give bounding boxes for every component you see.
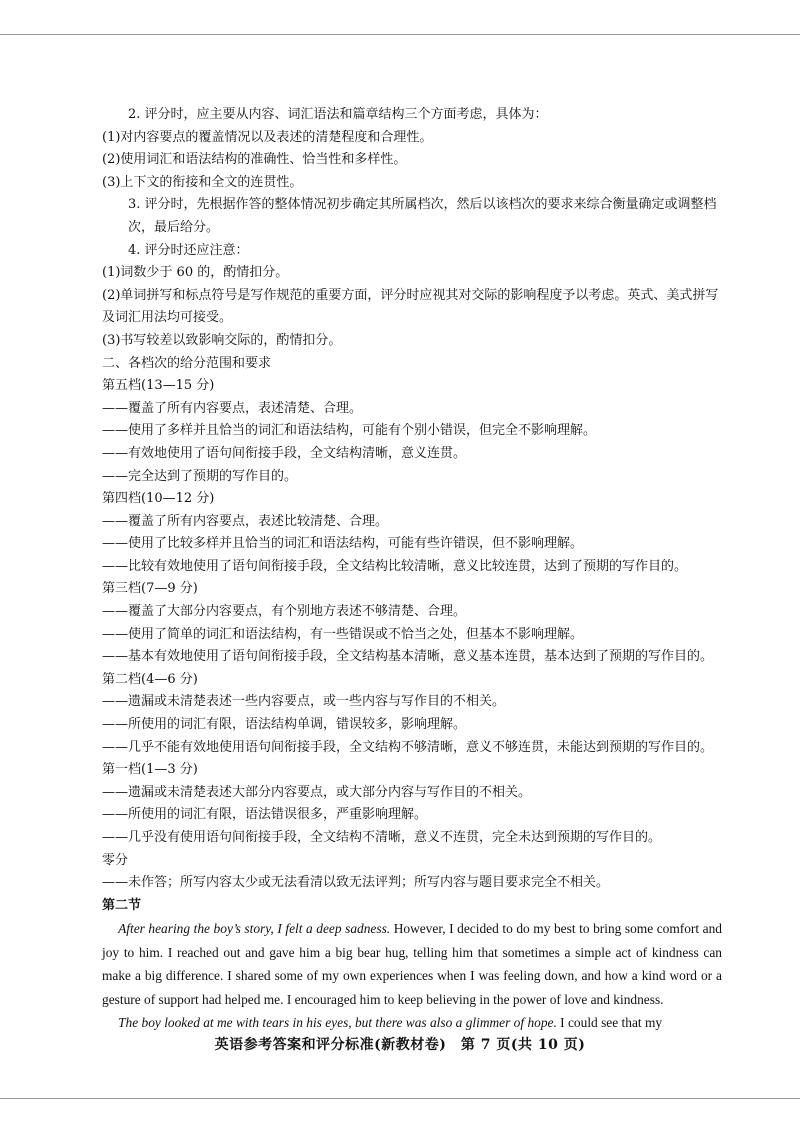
guideline-line: ——几乎没有使用语句间衔接手段，全文结构不清晰，意义不连贯，完全未达到预期的写作目的。 — [102, 830, 662, 845]
guideline-line: 第二档(4—6 分) — [102, 671, 198, 687]
essay-p1-italic: After hearing the boy’s story, I felt a deep sadness. — [118, 921, 391, 937]
essay-p2-text: I could see that my — [556, 1015, 663, 1031]
guideline-line: ——比较有效地使用了语句间衔接手段，全文结构比较清晰，意义比较连贯，达到了预期的写作目的。 — [102, 558, 688, 574]
model-essay — [102, 917, 722, 1035]
guideline-line: ——覆盖了所有内容要点，表述清楚、合理。 — [102, 400, 363, 416]
top-rule — [0, 34, 800, 35]
guideline-line: ——使用了多样并且恰当的词汇和语法结构，可能有个别小错误，但完全不影响理解。 — [102, 423, 597, 439]
guideline-line: ——使用了比较多样并且恰当的词汇和语法结构，可能有些许错误，但不影响理解。 — [102, 536, 584, 552]
guideline-line: ——覆盖了所有内容要点，表述比较清楚、合理。 — [102, 513, 389, 529]
guideline-line: 第三档(7—9 分) — [102, 581, 198, 597]
guideline-line: ——遗漏或未清楚表述一些内容要点，或一些内容与写作目的不相关。 — [102, 694, 506, 710]
essay-paragraph-1 — [102, 917, 722, 1011]
guideline-line: 第四档(10—12 分) — [102, 491, 215, 507]
guideline-line: (2)使用词汇和语法结构的准确性、恰当性和多样性。 — [102, 152, 407, 168]
guideline-line: 二、各档次的给分范围和要求 — [102, 355, 272, 371]
essay-p1-text: However, I decided to do my best to bring some comfort and joy to him. I reached out and gave him a big bear hug, telling him that sometimes a simple act of kindness can make a big difference. I shared some of my own experiences when I was feeling down, and how a kind word or a gesture of support had helped me. I encouraged him to keep believing in the power of love and kindness. — [102, 921, 723, 1007]
guideline-line: 第一档(1—3 分) — [102, 762, 198, 778]
page-footer: 英语参考答案和评分标准(新教材卷) 第 7 页(共 10 页) — [214, 1037, 586, 1053]
guideline-line: ——使用了简单的词汇和语法结构，有一些错误或不恰当之处，但基本不影响理解。 — [102, 626, 584, 642]
guideline-line: (3)书写较差以致影响交际的，酌情扣分。 — [102, 332, 342, 348]
guideline-line: 第五档(13—15 分) — [102, 378, 215, 394]
guideline-line: ——几乎不能有效地使用语句间衔接手段，全文结构不够清晰，意义不够连贯，未能达到预期的写作目的。 — [102, 739, 714, 755]
guideline-line: ——所使用的词汇有限，语法错误很多，严重影响理解。 — [102, 807, 428, 823]
essay-p2-italic: The boy looked at me with tears in his eyes, but there was also a glimmer of hope. — [118, 1015, 557, 1031]
guideline-line: (2)单词拼写和标点符号是写作规范的重要方面，评分时应视其对交际的影响程度予以考虑。英式、美式拼写及词汇用法均可接受。 — [102, 287, 719, 326]
guideline-line: ——未作答；所写内容太少或无法看清以致无法评判；所写内容与题目要求完全不相关。 — [102, 875, 610, 891]
guideline-line: ——覆盖了大部分内容要点，有个别地方表述不够清楚、合理。 — [102, 604, 467, 620]
guideline-line: (1)词数少于 60 的，酌情扣分。 — [102, 265, 289, 281]
guideline-line: 零分 — [102, 852, 129, 868]
guideline-line: (3)上下文的衔接和全文的连贯性。 — [102, 174, 303, 190]
guideline-line: ——完全达到了预期的写作目的。 — [102, 468, 298, 484]
guideline-line: ——遗漏或未清楚表述大部分内容要点，或大部分内容与写作目的不相关。 — [102, 784, 532, 800]
essay-paragraph-2 — [102, 1011, 722, 1035]
guideline-line: (1)对内容要点的覆盖情况以及表述的清楚程度和合理性。 — [102, 129, 433, 145]
guideline-line: 第二节 — [102, 897, 142, 913]
guideline-line: 4. 评分时还应注意： — [128, 242, 249, 258]
document-body — [102, 104, 722, 1035]
guideline-line: 3. 评分时，先根据作答的整体情况初步确定其所属档次，然后以该档次的要求来综合衡量确定或调整档次，最后给分。 — [128, 197, 717, 235]
scoring-guidelines — [102, 104, 722, 917]
guideline-line: ——有效地使用了语句间衔接手段，全文结构清晰，意义连贯。 — [102, 445, 467, 461]
guideline-line: ——基本有效地使用了语句间衔接手段，全文结构基本清晰，意义基本连贯，基本达到了预期的写作目的。 — [102, 649, 714, 665]
bottom-rule — [0, 1098, 800, 1099]
guideline-line: ——所使用的词汇有限，语法结构单调，错误较多，影响理解。 — [102, 717, 467, 733]
guideline-line: 2. 评分时，应主要从内容、词汇语法和篇章结构三个方面考虑，具体为： — [128, 107, 548, 122]
